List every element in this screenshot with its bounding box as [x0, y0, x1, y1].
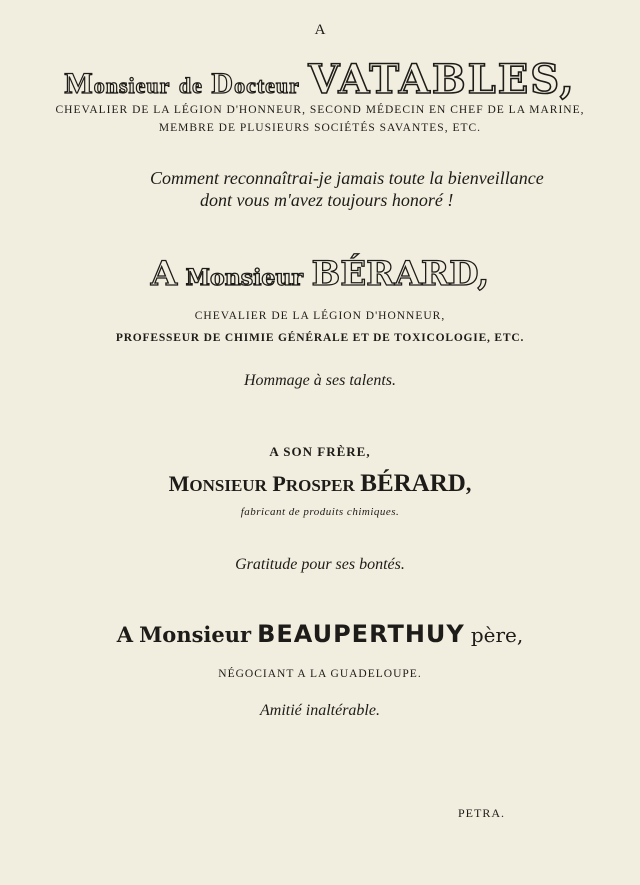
monsieur-rest: onsieur — [93, 73, 171, 98]
author-signature: PETRA. — [458, 806, 506, 820]
vatable-title-line2: MEMBRE DE PLUSIEURS SOCIÉTÉS SAVANTES, ETC. — [158, 122, 482, 134]
berard-title-line2: PROFESSEUR DE CHIMIE GÉNÉRALE ET DE TOXICOLOGIE, ETC. — [115, 332, 525, 344]
berard-tribute: Hommage à ses talents. — [244, 372, 396, 389]
beauperthuy-tribute: Amitié inaltérable. — [260, 702, 380, 719]
prosper-berard-name — [0, 470, 640, 498]
vatable-quote-line2: dont vous m'avez toujours honoré ! — [200, 190, 454, 210]
vatable-surname: VATABLE — [308, 56, 531, 103]
beauperthuy-surname: BEAUPERTHUY — [257, 620, 465, 648]
prosper-surname: BÉRARD — [360, 470, 466, 497]
beauperthuy-title: NÉGOCIANT A LA GUADELOUPE. — [218, 668, 422, 680]
berard-title-line1: CHEVALIER DE LA LÉGION D'HONNEUR, — [194, 310, 446, 322]
a-word: A — [150, 254, 178, 294]
monsieur-word-2: Monsieur — [139, 622, 252, 647]
docteur-rest: octeur — [234, 73, 300, 98]
a-word-2: A — [116, 622, 134, 647]
monsieur-initial-2: M — [168, 471, 190, 496]
docteur-initial: D — [211, 67, 235, 100]
dedicatee-vatable-name — [0, 56, 640, 103]
prosper-title: fabricant de produits chimiques. — [240, 506, 400, 518]
prosper-surname-tail: , — [465, 471, 472, 496]
vatable-title-line1: CHEVALIER DE LA LÉGION D'HONNEUR, SECOND MÉDECIN EN CHEF DE LA MARINE, — [55, 104, 585, 116]
prosper-tribute: Gratitude pour ses bontés. — [235, 556, 405, 573]
monsieur-rest-2: ONSIEUR — [189, 476, 267, 495]
vatable-quote-line1: Comment reconnaîtrai-je jamais toute la bienveillance — [150, 168, 544, 188]
dedicatee-berard-name — [0, 254, 640, 294]
berard-surname: BÉRARD — [311, 254, 478, 294]
monsieur-word: Monsieur — [185, 265, 304, 291]
brother-heading: A SON FRÈRE, — [269, 444, 371, 459]
monsieur-initial: M — [64, 67, 94, 100]
de-word: de — [178, 73, 203, 98]
vatable-surname-tail: S, — [530, 56, 576, 103]
prosper-initial: P — [272, 471, 286, 496]
page-letter: A — [314, 22, 326, 38]
prosper-rest: ROSPER — [285, 476, 355, 495]
beauperthuy-name — [0, 620, 640, 649]
berard-surname-tail: , — [477, 254, 490, 294]
pere-word: père, — [470, 623, 524, 647]
